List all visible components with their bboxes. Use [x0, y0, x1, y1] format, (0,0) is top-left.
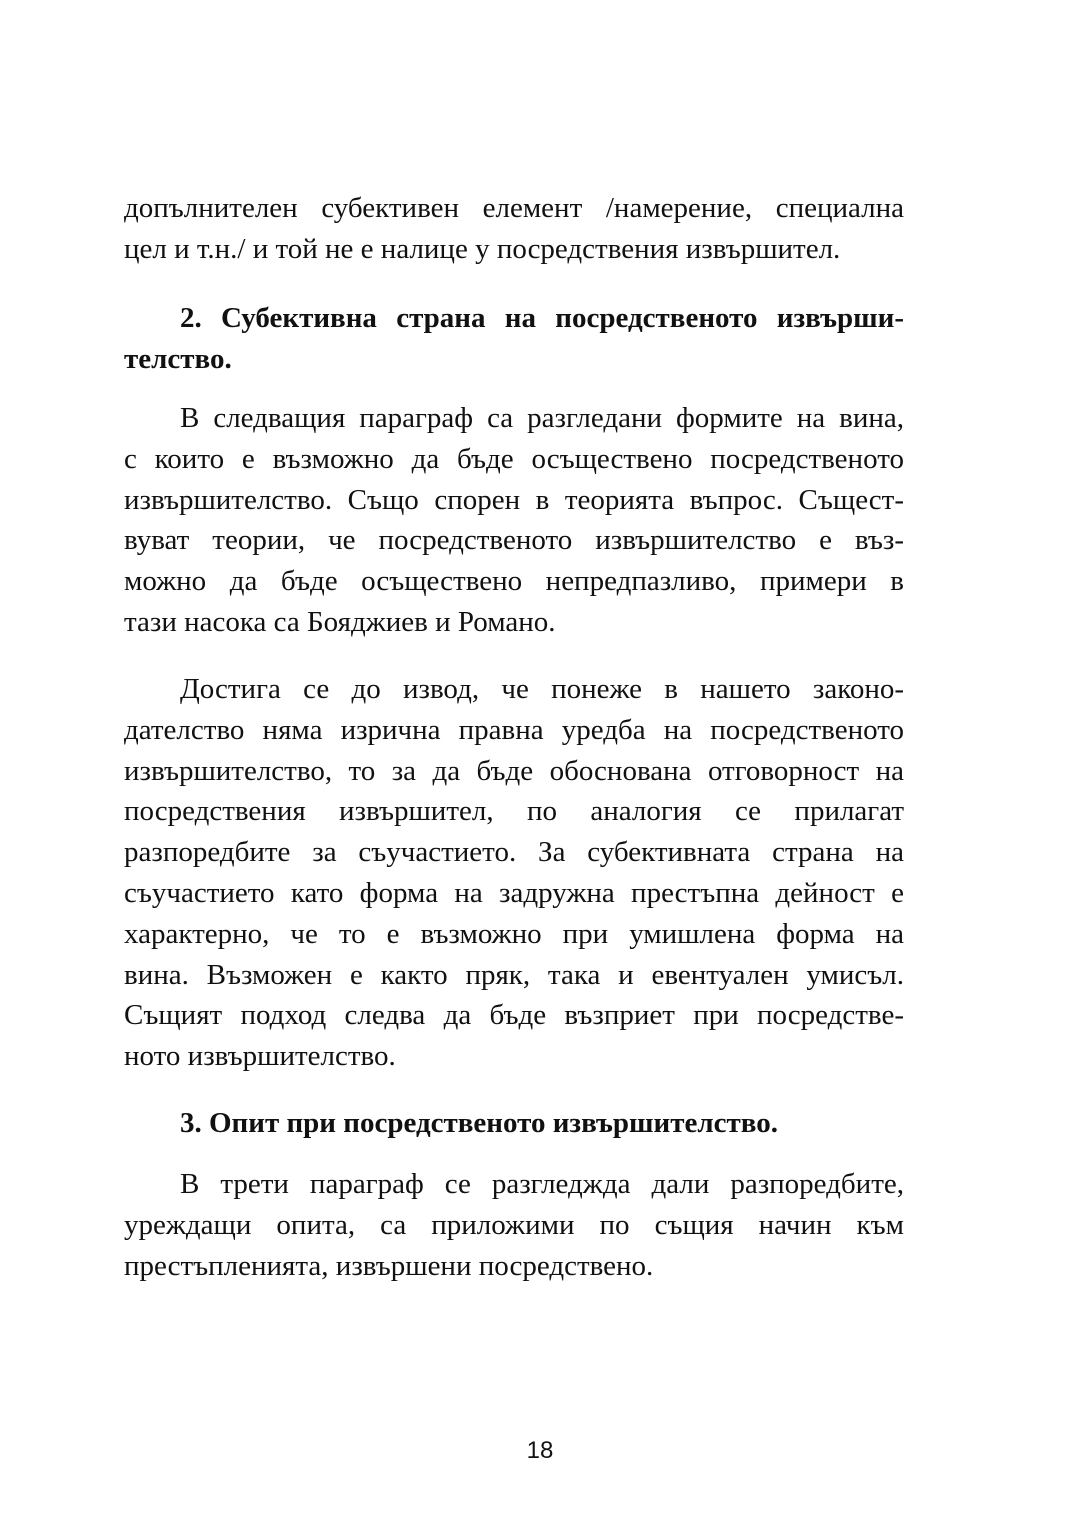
text-line: Същият подход следва да бъде възприет при посредстве- — [124, 999, 904, 1032]
page-number: 18 — [526, 1437, 554, 1464]
section-heading-2 — [124, 298, 904, 380]
heading-line: телство. — [124, 342, 232, 375]
text-line: характерно, че то е възможно при умишлена форма на — [124, 917, 904, 950]
text-line: можно да бъде осъществено непредпазливо, примери в — [124, 565, 904, 598]
paragraph-2 — [124, 669, 904, 1077]
text-line: В следващия параграф са разгледани формите на вина, — [180, 402, 904, 434]
text-line: В трети параграф се разгледжда дали разпоредбите, — [180, 1168, 904, 1200]
text-line: допълнителен субективен елемент /намерение, специална — [124, 192, 904, 224]
text-line: уреждащи опита, са приложими по същия начин към — [124, 1208, 904, 1241]
text-line: вина. Възможен е както пряк, така и евентуален умисъл. — [124, 958, 904, 991]
text-line: съучастието като форма на задружна престъпна дейност е — [124, 876, 904, 909]
text-line: цел и т.н./ и той не е налице у посредствения извършител. — [124, 232, 841, 265]
text-line: посредствения извършител, по аналогия се прилагат — [124, 795, 904, 828]
text-line: Достига се до извод, че понеже в нашето законо- — [180, 673, 904, 705]
continuation-paragraph — [124, 188, 904, 270]
text-line: вуват теории, че посредственото извършителство е въз- — [124, 524, 904, 557]
paragraph-1 — [124, 398, 904, 643]
text-line: извършителство. Също спорен в теорията въпрос. Същест- — [124, 483, 904, 516]
text-line: разпоредбите за съучастието. За субективната страна на — [124, 836, 904, 869]
section-heading-3 — [124, 1103, 904, 1144]
text-line: престъпленията, извършени посредствено. — [124, 1249, 654, 1282]
text-line: ното извършителство. — [124, 1040, 396, 1073]
text-line: извършителство, то за да бъде обоснована отговорност на — [124, 754, 904, 787]
paragraph-3 — [124, 1164, 904, 1286]
text-line: с които е възможно да бъде осъществено посредственото — [124, 442, 904, 475]
heading-line: 2. Субективна страна на посредственото извърши- — [180, 302, 904, 334]
text-line: тази насока са Бояджиев и Романо. — [124, 605, 556, 638]
text-line: дателство няма изрична правна уредба на посредственото — [124, 713, 904, 746]
heading-line: 3. Опит при посредственото извършителство. — [180, 1107, 778, 1139]
